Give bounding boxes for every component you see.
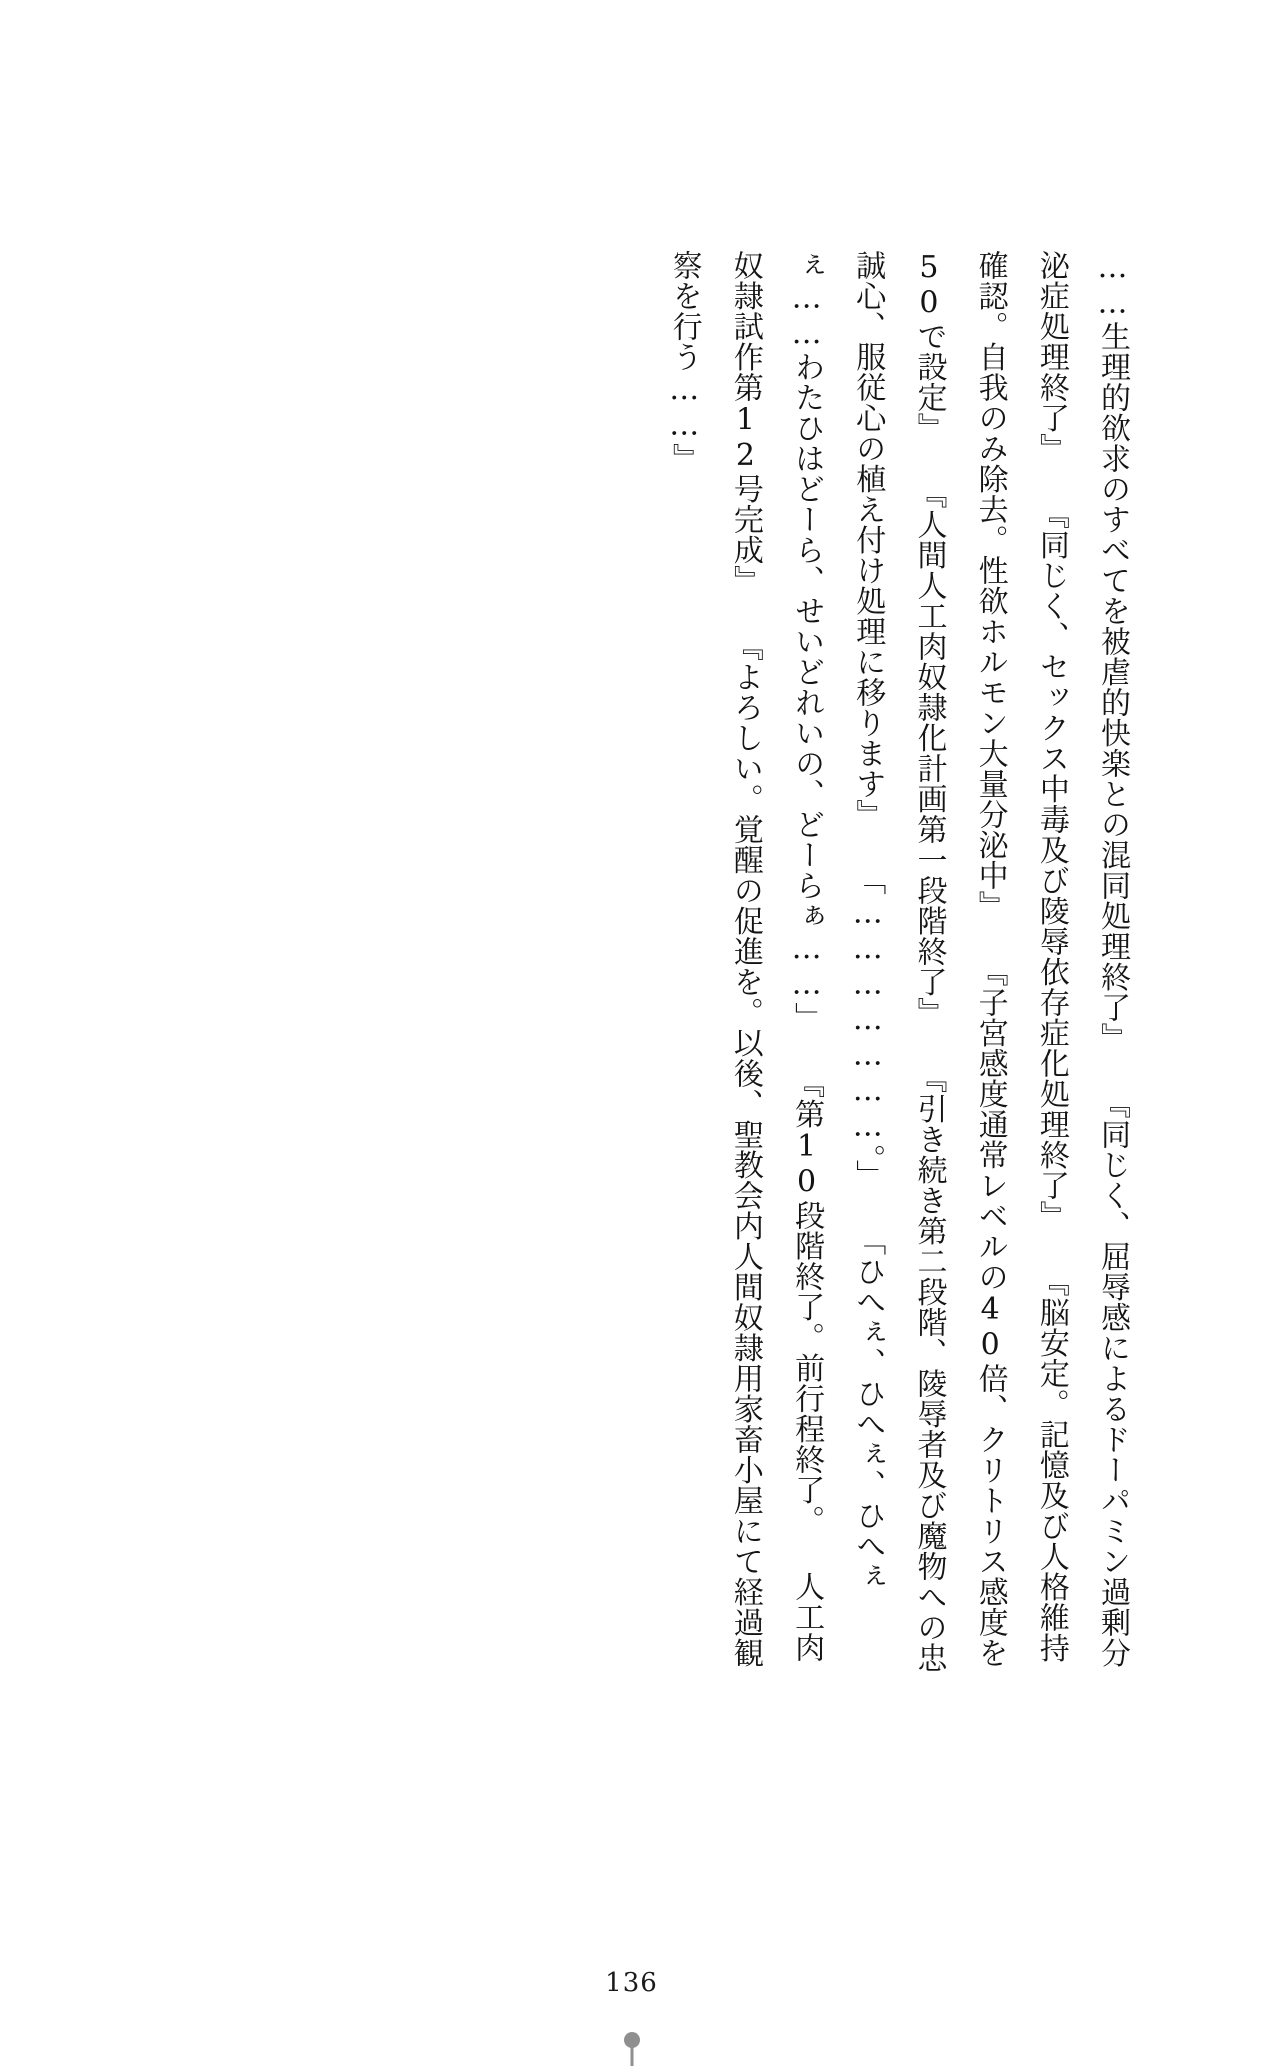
- page-number: 136: [605, 1968, 658, 1998]
- decorative-rule: [630, 2040, 633, 2066]
- page-body-text: ……生理的欲求のすべてを被虐的快楽との混同処理終了』 『同じく、屈辱感によるドーパミン過剰分泌症処理終了』 『同じく、セックス中毒及び陵辱依存症化処理終了』 『脳安定。記憶及び人格維持確認。自我のみ除去。性欲ホルモン大量分泌中』 『子宮感度通常レベルの40倍、クリトリス感度を50で設定』 『人間人工肉奴隷化計画第一段階終了』 『引き続き第二段階、陵辱者及び魔物への忠誠心、服従心の植え付け処理に移ります』 「…………………。」 「ひへぇ、ひへぇ、ひへぇぇ……わたひはどーら、せいどれいの、どーらぁ……」 『第10段階終了。前行程終了。 人工肉奴隷試作第12号完成』 『よろしい。覚醒の促進を。以後、聖教会内人間奴隷用家畜小屋にて経過観察を行う……』: [666, 250, 1130, 1673]
